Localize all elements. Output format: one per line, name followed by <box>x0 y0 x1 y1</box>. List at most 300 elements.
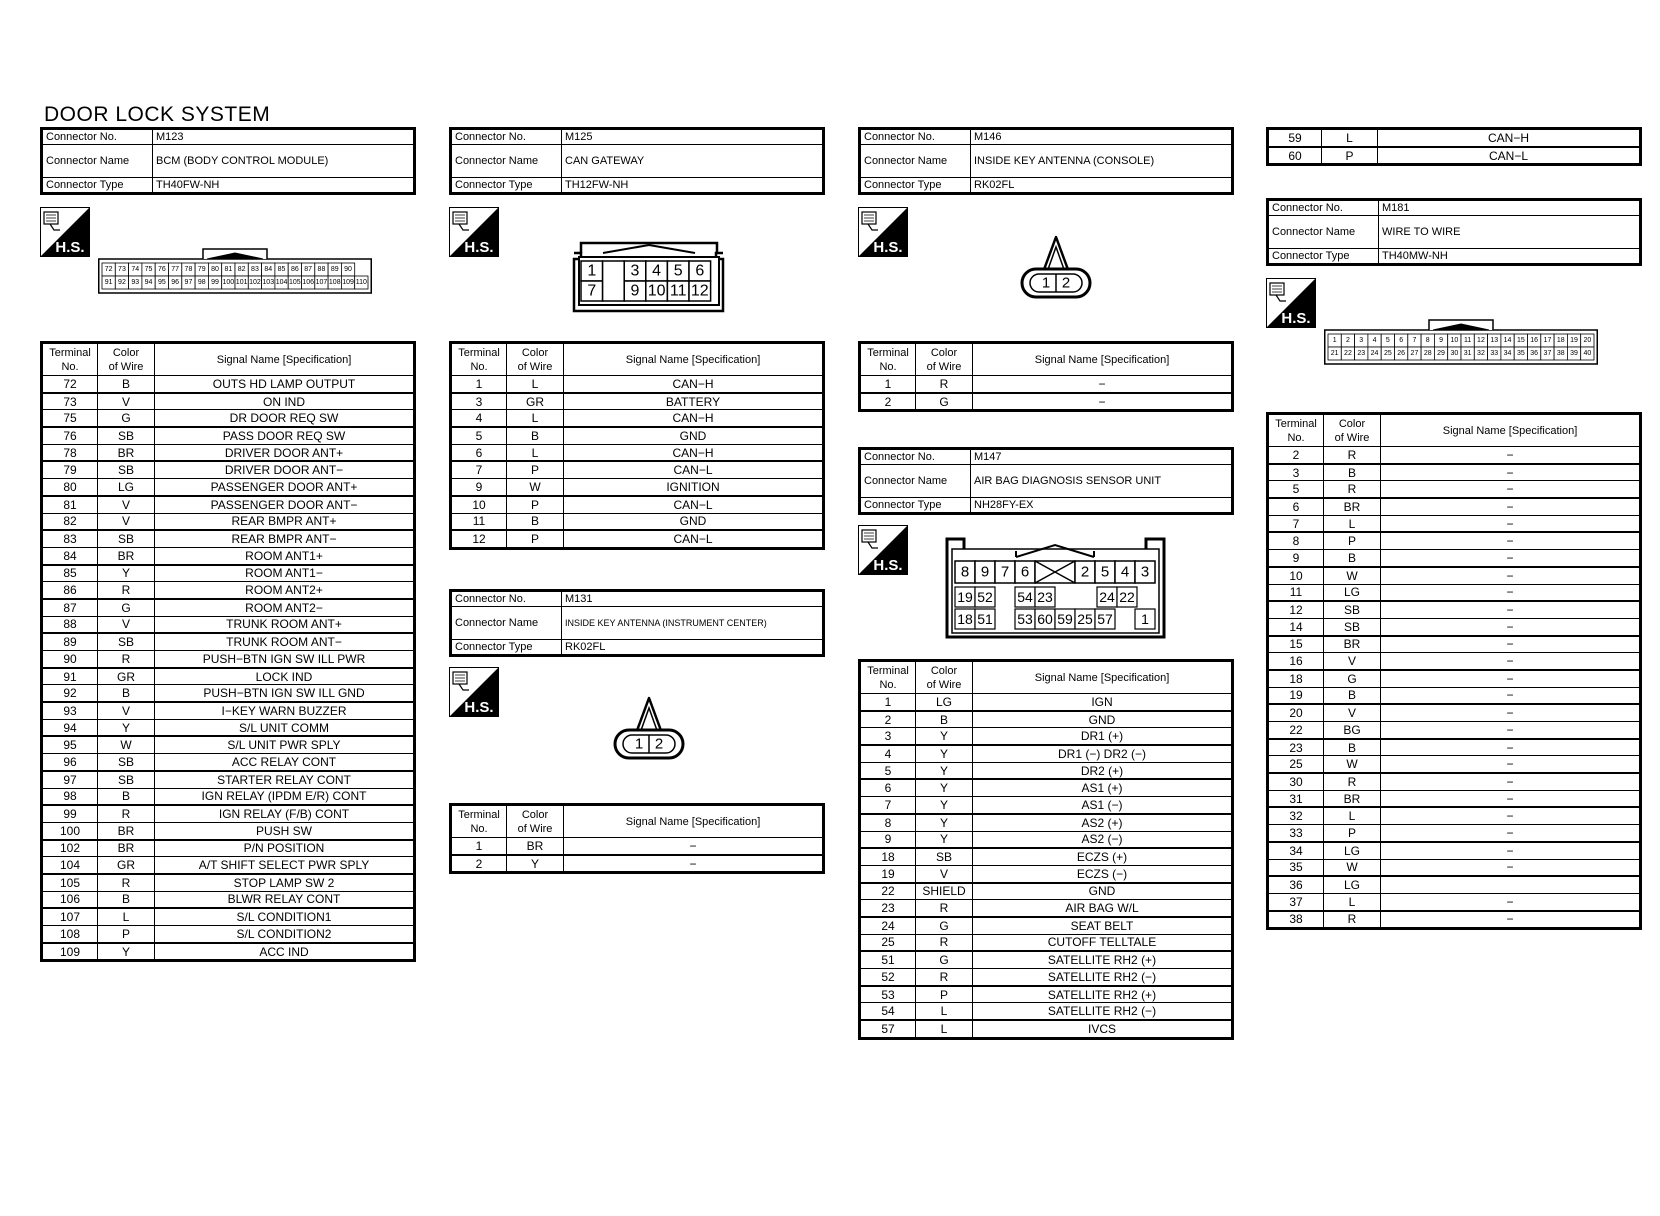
signal-name: DR1 (−) DR2 (−) <box>973 745 1233 762</box>
table-row <box>42 513 415 530</box>
signal-name: − <box>1381 618 1641 635</box>
m123-pin-table: Terminal No. Color of Wire Signal Name [Specification] 72 B OUTS HD LAMP OUTPUT 73 V ON IND 75 G DR DOOR REQ SW 76 SB PASS DOOR REQ SW 78 BR DRIVER DOOR ANT+ 79 SB DRIVER DOOR ANT− 80 LG PASSENGER DOOR ANT+ 81 V PASSENGER DOOR ANT− 82 V REAR BMPR ANT+ 83 SB REAR BMPR ANT− 84 BR ROOM ANT1+ 85 Y ROOM ANT1− 86 R ROOM ANT2+ 87 G ROOM ANT2− 88 V TRUNK ROOM ANT+ 89 SB TRUNK ROOM ANT− 90 R PUSH−BTN IGN SW ILL PWR 91 GR LOCK IND 92 B PUSH−BTN IGN SW ILL GND 93 V I−KEY WARN BUZZER 94 Y S/L UNIT COMM 95 W S/L UNIT PWR SPLY 96 SB ACC RELAY CONT 97 SB STARTER RELAY CONT 98 B IGN RELAY (IPDM E/R) CONT 99 R IGN RELAY (F/B) CONT 100 BR PUSH SW 102 BR P/N POSITION 104 GR A/T SHIFT SELECT PWR SPLY 105 R STOP LAMP SW 2 106 B BLWR RELAY CONT 107 L S/L CONDITION1 108 P S/L CONDITION2 109 Y ACC IND <box>40 341 416 962</box>
table-row <box>860 797 1233 814</box>
pin-label: 91 <box>104 279 113 286</box>
m131-connector-diagram <box>611 692 687 764</box>
pin-label: 5 <box>1100 563 1110 581</box>
terminal-no: 11 <box>1268 584 1324 601</box>
wire-color: L <box>916 1003 973 1020</box>
wire-color: SB <box>98 633 155 650</box>
pin-label: 31 <box>1463 350 1472 357</box>
pin-label: 9 <box>630 282 640 300</box>
signal-name: I−KEY WARN BUZZER <box>155 702 415 719</box>
pin-label: 73 <box>118 266 126 273</box>
pin-label: 3 <box>1140 563 1150 581</box>
m123-continued-table <box>1266 127 1642 166</box>
table-row <box>1268 129 1641 147</box>
signal-name: − <box>1381 859 1641 876</box>
wire-color: BR <box>507 838 564 855</box>
pin-label: 99 <box>211 279 219 286</box>
table-row <box>1268 147 1641 165</box>
wire-color: R <box>916 376 973 393</box>
pin-label: 93 <box>131 279 140 286</box>
signal-name <box>1381 876 1641 893</box>
wire-color: GR <box>507 393 564 410</box>
table-row <box>1268 498 1641 515</box>
wire-color: Y <box>916 762 973 779</box>
terminal-no: 8 <box>1268 532 1324 549</box>
table-row <box>1268 704 1641 721</box>
signal-name: − <box>1381 825 1641 842</box>
table-row <box>42 393 415 410</box>
signal-name: OUTS HD LAMP OUTPUT <box>155 376 415 393</box>
signal-name: SATELLITE RH2 (−) <box>973 969 1233 986</box>
terminal-no: 6 <box>860 779 916 796</box>
terminal-no: 36 <box>1268 876 1324 893</box>
terminal-no: 84 <box>42 547 98 564</box>
signal-name: − <box>1381 498 1641 515</box>
table-row <box>1268 859 1641 876</box>
terminal-no: 1 <box>860 694 916 711</box>
wire-color: R <box>98 582 155 599</box>
wire-color: BR <box>1324 636 1381 653</box>
wire-color: SB <box>1324 618 1381 635</box>
signal-name: − <box>564 838 824 855</box>
terminal-no: 1 <box>860 376 916 393</box>
table-row <box>1268 464 1641 481</box>
signal-name: − <box>1381 532 1641 549</box>
table-row <box>1268 756 1641 773</box>
table-row <box>451 838 824 855</box>
terminal-no: 31 <box>1268 790 1324 807</box>
m147-pin-table: Terminal No. Color of Wire Signal Name [Specification] 1 LG IGN 2 B GND 3 Y DR1 (+) 4 Y DR1 (−) DR2 (−) 5 Y DR2 (+) 6 Y AS1 (+) 7 Y AS1 (−) 8 Y AS2 (+) 9 Y AS2 (−) 18 SB ECZS (+) 19 V ECZS (−) 22 SHIELD GND 23 R AIR BAG W/L 24 G SEAT BELT 25 R CUTOFF TELLTALE 51 G SATELLITE RH2 (+) 52 R SATELLITE RH2 (−) 53 P SATELLITE RH2 (+) 54 L SATELLITE RH2 (−) 57 L IVCS <box>858 659 1234 1040</box>
wire-color: V <box>98 513 155 530</box>
table-row <box>42 840 415 857</box>
m146-pin-table: Terminal No. Color of Wire Signal Name [Specification] 1 R − 2 G − <box>858 341 1234 412</box>
table-row <box>860 1003 1233 1020</box>
svg-text:H.S.: H.S. <box>464 699 494 716</box>
terminal-no: 94 <box>42 719 98 736</box>
terminal-no: 24 <box>860 917 916 934</box>
pin-label: 109 <box>342 279 354 286</box>
wire-color: B <box>507 427 564 444</box>
wire-color: P <box>916 986 973 1003</box>
svg-text:H.S.: H.S. <box>873 239 903 256</box>
m123-connector-diagram <box>98 247 384 299</box>
signal-name: ACC RELAY CONT <box>155 754 415 771</box>
pin-label: 6 <box>695 262 705 280</box>
signal-name: DRIVER DOOR ANT+ <box>155 444 415 461</box>
signal-name: − <box>1381 722 1641 739</box>
signal-name: S/L UNIT COMM <box>155 719 415 736</box>
wire-color: L <box>1324 893 1381 910</box>
terminal-no: 1 <box>451 376 507 393</box>
wire-color: BR <box>1324 498 1381 515</box>
wire-color: L <box>1324 807 1381 824</box>
table-row <box>451 376 824 393</box>
pin-label: 51 <box>977 611 993 627</box>
m125-connector-type: TH12FW-NH <box>562 178 824 194</box>
table-row <box>451 410 824 427</box>
pin-label: 82 <box>237 266 246 273</box>
table-row <box>1268 893 1641 910</box>
terminal-no: 80 <box>42 479 98 496</box>
table-row <box>451 513 824 530</box>
signal-name: DRIVER DOOR ANT− <box>155 461 415 478</box>
signal-name: CUTOFF TELLTALE <box>973 934 1233 951</box>
table-row <box>451 393 824 410</box>
signal-name: − <box>1381 807 1641 824</box>
table-row <box>451 855 824 873</box>
pin-label: 1 <box>1041 274 1051 292</box>
signal-name: IGN RELAY (F/B) CONT <box>155 805 415 822</box>
pin-label: 101 <box>235 279 248 286</box>
terminal-no: 107 <box>42 908 98 925</box>
pin-label: 7 <box>587 282 597 300</box>
m131-connector-type: RK02FL <box>562 640 824 656</box>
svg-text:H.S.: H.S. <box>873 557 903 574</box>
signal-name: TRUNK ROOM ANT− <box>155 633 415 650</box>
pin-label: 83 <box>251 266 259 273</box>
signal-name: P/N POSITION <box>155 840 415 857</box>
wire-color: BR <box>1324 790 1381 807</box>
wire-color: L <box>98 908 155 925</box>
terminal-no: 16 <box>1268 653 1324 670</box>
pin-label: 25 <box>1077 611 1093 627</box>
terminal-no: 91 <box>42 668 98 685</box>
terminal-no: 86 <box>42 582 98 599</box>
wire-color: P <box>507 496 564 513</box>
terminal-no: 33 <box>1268 825 1324 842</box>
wire-color: B <box>98 685 155 702</box>
wire-color: R <box>916 900 973 917</box>
table-row <box>42 410 415 427</box>
pin-label: 77 <box>171 266 180 273</box>
m131-pin-table: Terminal No. Color of Wire Signal Name [Specification] 1 BR − 2 Y − <box>449 803 825 874</box>
table-row <box>860 694 1233 711</box>
pin-label: 76 <box>157 266 166 273</box>
table-row <box>451 461 824 478</box>
pin-label: 105 <box>289 279 301 286</box>
terminal-no: 78 <box>42 444 98 461</box>
table-row <box>1268 515 1641 532</box>
terminal-no: 85 <box>42 565 98 582</box>
wire-color: L <box>507 376 564 393</box>
terminal-no: 3 <box>1268 464 1324 481</box>
pin-label: 22 <box>1344 350 1352 357</box>
wire-color: B <box>507 513 564 530</box>
pin-label: 52 <box>977 589 993 605</box>
pin-label: 4 <box>652 262 662 280</box>
terminal-no: 97 <box>42 771 98 788</box>
pin-label: 2 <box>1061 274 1071 292</box>
m146-info: Connector No. M146 Connector Name INSIDE KEY ANTENNA (CONSOLE) Connector Type RK02FL <box>858 127 1234 195</box>
signal-name: AS2 (−) <box>973 831 1233 848</box>
signal-name: PUSH−BTN IGN SW ILL PWR <box>155 651 415 668</box>
m181-connector-name: WIRE TO WIRE <box>1379 216 1641 249</box>
wire-color: SB <box>1324 601 1381 618</box>
pin-label: 86 <box>290 266 299 273</box>
table-row <box>42 616 415 633</box>
signal-name: − <box>1381 584 1641 601</box>
wire-color: BR <box>98 840 155 857</box>
m131-info: Connector No. M131 Connector Name INSIDE KEY ANTENNA (INSTRUMENT CENTER) Connector Type RK02FL <box>449 589 825 657</box>
pin-label: 38 <box>1556 350 1565 357</box>
wire-color: Y <box>98 719 155 736</box>
signal-name: IGN RELAY (IPDM E/R) CONT <box>155 788 415 805</box>
signal-name: IVCS <box>973 1020 1233 1038</box>
signal-name: CAN−L <box>1378 147 1641 165</box>
pin-label: 88 <box>317 266 326 273</box>
terminal-no: 5 <box>860 762 916 779</box>
signal-name: AS2 (+) <box>973 814 1233 831</box>
terminal-no: 3 <box>451 393 507 410</box>
wire-color: P <box>1324 825 1381 842</box>
pin-label: 106 <box>302 279 314 286</box>
terminal-no: 108 <box>42 926 98 943</box>
pin-label: 23 <box>1037 589 1053 605</box>
pin-label: 7 <box>1000 563 1010 581</box>
m123-info: Connector No. M123 Connector Name BCM (BODY CONTROL MODULE) Connector Type TH40FW-NH <box>40 127 416 195</box>
pin-label: 37 <box>1543 350 1552 357</box>
terminal-no: 25 <box>1268 756 1324 773</box>
table-row <box>42 668 415 685</box>
terminal-no: 2 <box>451 855 507 873</box>
signal-name: CAN−H <box>564 444 824 461</box>
wire-color: LG <box>98 479 155 496</box>
pin-label: 98 <box>197 279 206 286</box>
terminal-no: 23 <box>860 900 916 917</box>
wire-color: Y <box>507 855 564 873</box>
signal-name: − <box>1381 842 1641 859</box>
wire-color: R <box>1324 911 1381 929</box>
wire-color: V <box>98 496 155 513</box>
terminal-no: 88 <box>42 616 98 633</box>
pin-label: 110 <box>355 279 367 286</box>
terminal-no: 12 <box>1268 601 1324 618</box>
terminal-no: 34 <box>1268 842 1324 859</box>
m147-info: Connector No. M147 Connector Name AIR BAG DIAGNOSIS SENSOR UNIT Connector Type NH28FY-EX <box>858 447 1234 515</box>
signal-name: IGNITION <box>564 479 824 496</box>
m147-connector-diagram <box>946 537 1166 641</box>
terminal-no: 7 <box>860 797 916 814</box>
signal-name: − <box>1381 773 1641 790</box>
pin-label: 81 <box>224 266 233 273</box>
table-row <box>42 857 415 874</box>
table-row <box>1268 567 1641 584</box>
wire-color: Y <box>916 745 973 762</box>
table-row <box>1268 773 1641 790</box>
table-row <box>42 599 415 616</box>
terminal-no: 8 <box>860 814 916 831</box>
signal-name: AS1 (+) <box>973 779 1233 796</box>
signal-name: ROOM ANT2+ <box>155 582 415 599</box>
terminal-no: 57 <box>860 1020 916 1038</box>
wire-color: B <box>98 788 155 805</box>
signal-name: GND <box>564 427 824 444</box>
signal-name: − <box>564 855 824 873</box>
table-row <box>860 376 1233 393</box>
terminal-no: 14 <box>1268 618 1324 635</box>
terminal-no: 1 <box>451 838 507 855</box>
pin-label: 13 <box>1490 337 1499 344</box>
signal-name: STOP LAMP SW 2 <box>155 874 415 891</box>
signal-name: S/L CONDITION2 <box>155 926 415 943</box>
table-row <box>1268 447 1641 464</box>
table-row <box>1268 876 1641 893</box>
wire-color: BR <box>98 444 155 461</box>
pin-label: 34 <box>1503 350 1512 357</box>
pin-label: 20 <box>1583 337 1592 344</box>
wire-color: P <box>507 461 564 478</box>
signal-name: − <box>1381 911 1641 929</box>
pin-label: 9 <box>980 563 990 581</box>
signal-name: S/L CONDITION1 <box>155 908 415 925</box>
signal-name: DR1 (+) <box>973 728 1233 745</box>
pin-label: 25 <box>1383 350 1392 357</box>
table-row <box>42 496 415 513</box>
wire-color: BG <box>1324 722 1381 739</box>
pin-label: 80 <box>211 266 219 273</box>
table-row <box>860 393 1233 411</box>
svg-text:H.S.: H.S. <box>55 239 85 256</box>
wire-color: L <box>1324 515 1381 532</box>
terminal-no: 2 <box>860 711 916 728</box>
wire-color: B <box>98 376 155 393</box>
m123-connector-name: BCM (BODY CONTROL MODULE) <box>153 145 415 178</box>
terminal-no: 12 <box>451 530 507 548</box>
table-row <box>42 565 415 582</box>
terminal-no: 7 <box>451 461 507 478</box>
table-row <box>860 779 1233 796</box>
terminal-no: 20 <box>1268 704 1324 721</box>
signal-name: BATTERY <box>564 393 824 410</box>
signal-name: CAN−L <box>564 496 824 513</box>
signal-name: ECZS (−) <box>973 865 1233 882</box>
signal-name: − <box>1381 687 1641 704</box>
wire-color: V <box>98 702 155 719</box>
terminal-no: 92 <box>42 685 98 702</box>
svg-text:H.S.: H.S. <box>1281 310 1311 327</box>
pin-label: 18 <box>957 611 973 627</box>
table-row <box>42 926 415 943</box>
m125-connector-name: CAN GATEWAY <box>562 145 824 178</box>
signal-name: PASSENGER DOOR ANT+ <box>155 479 415 496</box>
terminal-no: 59 <box>1268 129 1322 147</box>
svg-text:H.S.: H.S. <box>464 239 494 256</box>
terminal-no: 106 <box>42 891 98 908</box>
pin-label: 2 <box>1080 563 1090 581</box>
wire-color: V <box>1324 653 1381 670</box>
table-row <box>42 633 415 650</box>
m131-connector-no: M131 <box>562 591 824 607</box>
pin-label: 5 <box>1385 337 1390 344</box>
m181-connector-type: TH40MW-NH <box>1379 249 1641 265</box>
table-row <box>860 814 1233 831</box>
terminal-no: 4 <box>860 745 916 762</box>
pin-label: 87 <box>304 266 313 273</box>
table-row <box>860 865 1233 882</box>
signal-name: AIR BAG W/L <box>973 900 1233 917</box>
pin-label: 35 <box>1516 350 1525 357</box>
pin-label: 11 <box>1464 337 1472 344</box>
terminal-no: 79 <box>42 461 98 478</box>
terminal-no: 10 <box>1268 567 1324 584</box>
m125-connector-no: M125 <box>562 129 824 145</box>
wire-color: Y <box>916 831 973 848</box>
m181-pin-table: Terminal No. Color of Wire Signal Name [Specification] 2 R − 3 B − 5 R − 6 BR − 7 L − 8 P − 9 B − 10 W − 11 LG − 12 SB − 14 SB − 15 BR − 16 V − 18 G − 19 B − 20 V − 22 BG − 23 B − 25 W − 30 R − 31 BR − 32 L − 33 P − 34 LG − 35 W − 36 LG 37 L − 38 R − <box>1266 412 1642 930</box>
wire-color: B <box>98 891 155 908</box>
signal-name: − <box>1381 550 1641 567</box>
terminal-no: 19 <box>860 865 916 882</box>
signal-name: − <box>973 393 1233 411</box>
signal-name: − <box>1381 670 1641 687</box>
table-row <box>1268 825 1641 842</box>
terminal-no: 23 <box>1268 739 1324 756</box>
wire-color: LG <box>916 694 973 711</box>
pin-label: 8 <box>1425 337 1430 344</box>
wire-color: B <box>1324 739 1381 756</box>
signal-name: − <box>1381 464 1641 481</box>
pin-label: 14 <box>1503 337 1512 344</box>
pin-label: 24 <box>1099 589 1115 605</box>
pin-label: 75 <box>144 266 153 273</box>
table-row <box>860 762 1233 779</box>
table-row <box>1268 790 1641 807</box>
pin-label: 22 <box>1119 589 1135 605</box>
pin-label: 60 <box>1037 611 1053 627</box>
pin-label: 28 <box>1423 350 1432 357</box>
signal-name: A/T SHIFT SELECT PWR SPLY <box>155 857 415 874</box>
signal-name: − <box>1381 653 1641 670</box>
pin-label: 79 <box>197 266 206 273</box>
wire-color: R <box>1324 773 1381 790</box>
m125-info: Connector No. M125 Connector Name CAN GATEWAY Connector Type TH12FW-NH <box>449 127 825 195</box>
signal-name: AS1 (−) <box>973 797 1233 814</box>
terminal-no: 22 <box>1268 722 1324 739</box>
terminal-no: 22 <box>860 883 916 900</box>
pin-label: 102 <box>249 279 261 286</box>
terminal-no: 51 <box>860 951 916 968</box>
terminal-no: 4 <box>451 410 507 427</box>
wire-color: GR <box>98 668 155 685</box>
wire-color: R <box>98 805 155 822</box>
terminal-no: 105 <box>42 874 98 891</box>
m125-pin-table: Terminal No. Color of Wire Signal Name [Specification] 1 L CAN−H 3 GR BATTERY 4 L CAN−H 5 B GND 6 L CAN−H 7 P CAN−L 9 W IGNITION 10 P CAN−L 11 B GND 12 P CAN−L <box>449 341 825 550</box>
signal-name: TRUNK ROOM ANT+ <box>155 616 415 633</box>
pin-label: 17 <box>1543 337 1552 344</box>
wire-color: G <box>1324 670 1381 687</box>
table-row <box>860 986 1233 1003</box>
pin-label: 53 <box>1017 611 1033 627</box>
table-row <box>1268 618 1641 635</box>
terminal-no: 76 <box>42 427 98 444</box>
pin-label: 3 <box>1359 337 1364 344</box>
wire-color: R <box>916 969 973 986</box>
table-row <box>42 376 415 393</box>
terminal-no: 25 <box>860 934 916 951</box>
terminal-no: 52 <box>860 969 916 986</box>
table-row <box>42 754 415 771</box>
table-row <box>1268 532 1641 549</box>
signal-name: − <box>1381 756 1641 773</box>
pin-label: 100 <box>222 279 235 286</box>
table-row <box>860 951 1233 968</box>
table-row <box>1268 550 1641 567</box>
table-row <box>42 736 415 753</box>
pin-label: 18 <box>1556 337 1565 344</box>
wire-color: G <box>916 393 973 411</box>
